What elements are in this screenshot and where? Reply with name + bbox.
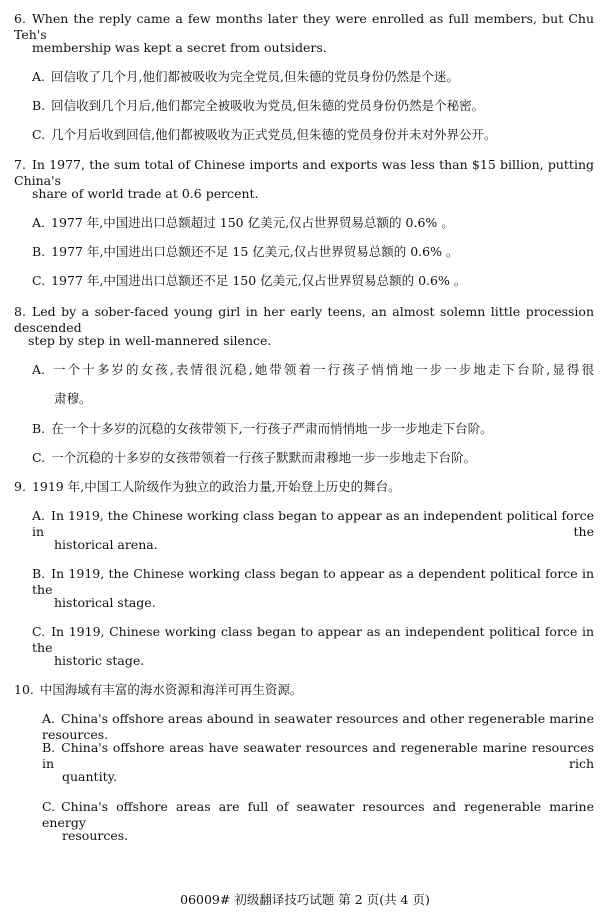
question-8-option-c: C. 一个沉稳的十多岁的女孩带领着一行孩子默默而肃穆地一步一步地走下台阶。	[32, 450, 477, 465]
question-10-option-a: A. China's offshore areas abound in seawater resources and other regenerable marine resources.	[42, 711, 594, 742]
question-10-option-c-line-1: C. China's offshore areas are full of seawater resources and regenerable marine energy	[42, 799, 594, 830]
question-6-option-c: C. 几个月后收到回信,他们都被吸收为正式党员,但朱德的党员身份并未对外界公开。	[32, 127, 497, 142]
page-footer: 06009# 初级翻译技巧试题 第 2 页(共 4 页)	[180, 892, 430, 907]
question-6-stem-line-2: membership was kept a secret from outsiders.	[32, 40, 327, 55]
question-6-option-a: A. 回信收了几个月,他们都被吸收为完全党员,但朱德的党员身份仍然是个迷。	[32, 69, 459, 84]
question-10-option-c-line-2: resources.	[62, 828, 129, 843]
question-6-option-b: B. 回信收到几个月后,他们都完全被吸收为党员,但朱德的党员身份仍然是个秘密。	[32, 98, 485, 113]
question-9-option-c-line-1: C. In 1919, Chinese working class began to appear as an independent political force in the	[32, 624, 594, 655]
question-7-option-b: B. 1977 年,中国进出口总额还不足 15 亿美元,仅占世界贸易总额的 0.6% 。	[32, 244, 459, 259]
question-8-stem-line-2: step by step in well-mannered silence.	[28, 333, 272, 348]
question-7-stem-line-2: share of world trade at 0.6 percent.	[32, 186, 259, 201]
question-number: 9.	[14, 479, 26, 494]
question-number: 10.	[14, 682, 34, 697]
question-10-option-b-line-1: B. China's offshore areas have seawater resources and regenerable marine resources in rich	[42, 740, 594, 771]
question-9-option-b-line-1: B. In 1919, the Chinese working class began to appear as a dependent political force in the	[32, 566, 594, 597]
question-8-stem-line-1: 8. Led by a sober-faced young girl in her early teens, an almost solemn little procession descended	[14, 304, 594, 335]
question-6-stem-line-1: 6. When the reply came a few months later they were enrolled as full members, but Chu Teh's	[14, 11, 594, 42]
question-7-stem-line-1: 7. In 1977, the sum total of Chinese imports and exports was less than $15 billion, putting China's	[14, 157, 594, 188]
question-9-stem: 9. 1919 年,中国工人阶级作为独立的政治力量,开始登上历史的舞台。	[14, 479, 401, 494]
question-number: 6.	[14, 11, 26, 26]
question-number: 7.	[14, 157, 26, 172]
question-8-option-b: B. 在一个十多岁的沉稳的女孩带领下,一行孩子严肃而悄悄地一步一步地走下台阶。	[32, 421, 493, 436]
question-7-option-a: A. 1977 年,中国进出口总额超过 150 亿美元,仅占世界贸易总额的 0.6% 。	[32, 215, 454, 230]
question-9-option-b-line-2: historical stage.	[54, 595, 156, 610]
question-9-option-a-line-1: A. In 1919, the Chinese working class began to appear as an independent political force in the	[32, 508, 594, 539]
question-8-option-a-line-2: 肃穆。	[54, 391, 92, 406]
question-10-stem: 10. 中国海域有丰富的海水资源和海洋可再生资源。	[14, 682, 303, 697]
question-9-option-a-line-2: historical arena.	[54, 537, 158, 552]
question-8-option-a-line-1: A. 一个十多岁的女孩,表情很沉稳,她带领着一行孩子悄悄地一步一步地走下台阶,显得很	[32, 362, 594, 377]
question-7-option-c: C. 1977 年,中国进出口总额还不足 150 亿美元,仅占世界贸易总额的 0.6% 。	[32, 273, 467, 288]
question-9-option-c-line-2: historic stage.	[54, 653, 145, 668]
question-10-option-b-line-2: quantity.	[62, 769, 117, 784]
question-number: 8.	[14, 304, 26, 319]
